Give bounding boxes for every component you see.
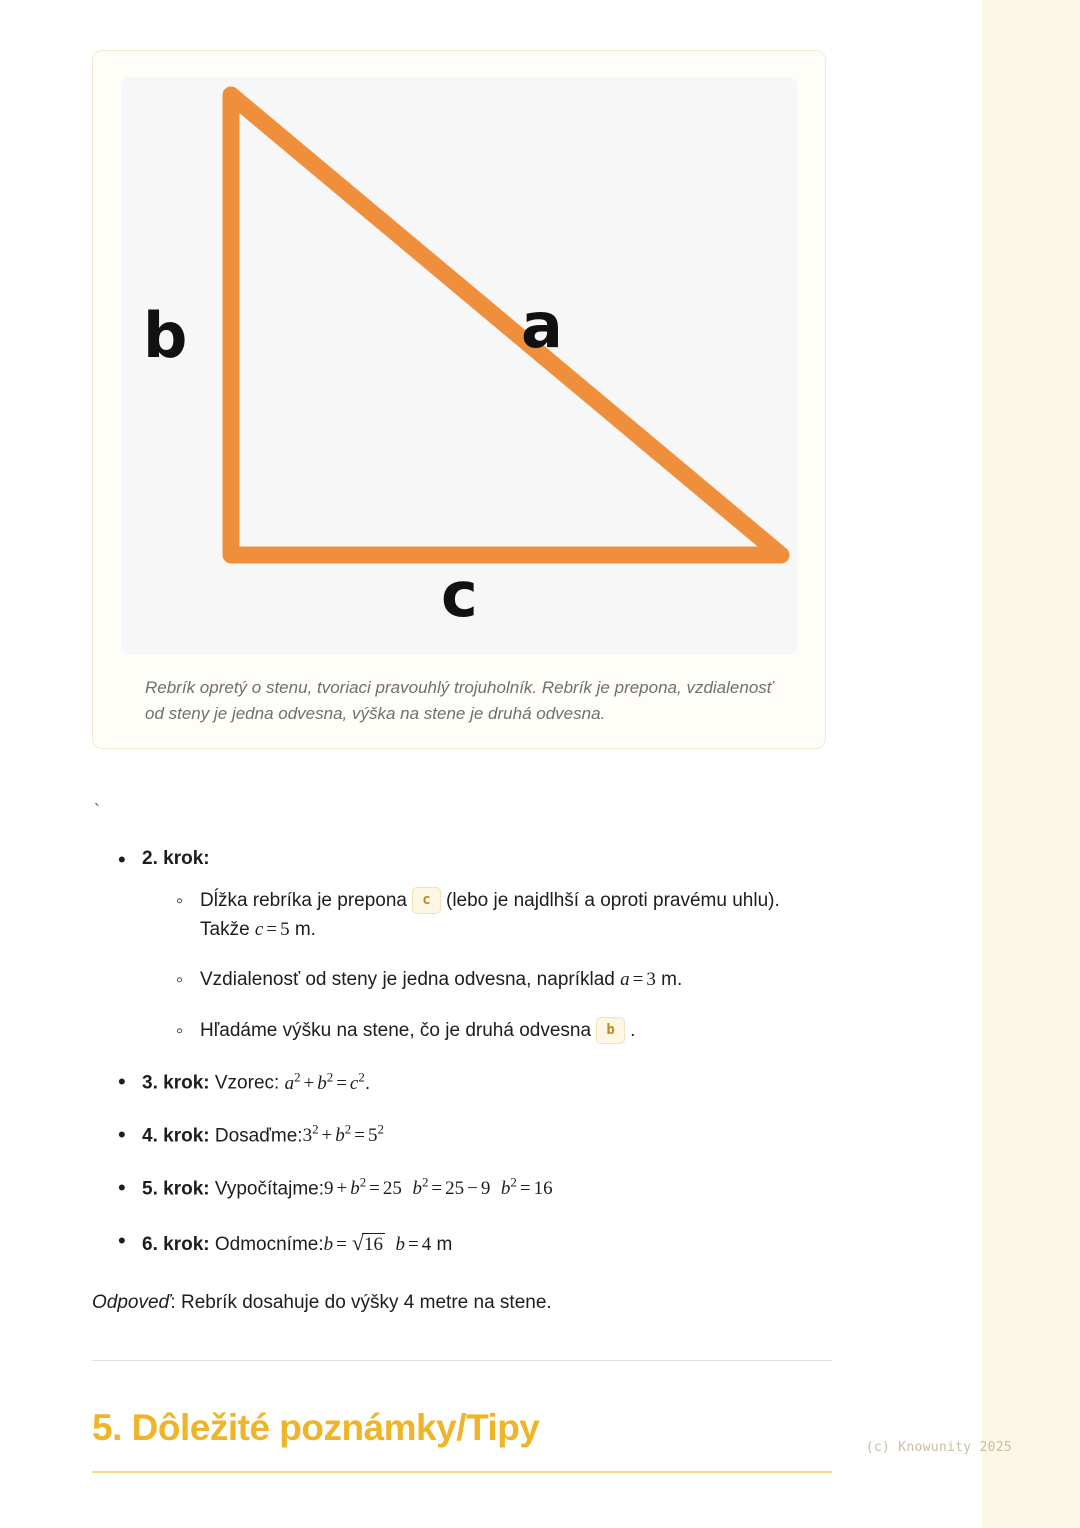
figure-card	[92, 50, 826, 749]
page-edge-band	[972, 0, 1080, 1528]
page-edge-gap	[972, 0, 982, 1528]
step-label: 5. krok:	[142, 1178, 210, 1200]
step-text: Odmocníme:	[214, 1233, 324, 1255]
list-item	[176, 887, 832, 944]
substep-text: Hľadáme výšku na stene, čo je druhá odvesna	[200, 1019, 592, 1041]
step-text: Vypočítajme:	[214, 1178, 324, 1200]
watermark: (c) Knowunity 2025	[865, 1440, 1012, 1455]
list-item	[118, 1226, 832, 1260]
step-formula: b = √16 b = 4 m	[323, 1229, 453, 1255]
list-item	[118, 1067, 832, 1098]
step-formula: $a^2 + b^2 = c^2$.	[284, 1069, 371, 1094]
substep-math: a = 3 m.	[620, 969, 683, 991]
step-formula: $3^2 + b^2 = 5^2$	[302, 1122, 384, 1147]
answer-line	[92, 1289, 832, 1318]
inline-code-b: b	[596, 1017, 624, 1044]
step-label: 4. krok:	[142, 1125, 210, 1147]
right-triangle-diagram	[121, 77, 797, 655]
answer-label: Odpoveď	[92, 1292, 171, 1314]
list-item	[118, 1173, 832, 1204]
label-a: a	[521, 289, 563, 362]
list-item	[176, 966, 832, 995]
step-label: 6. krok:	[142, 1233, 210, 1255]
step-formula: $9 + b^2 = 25$ $b^2 = 25 - 9$ $b^2 = 16$	[324, 1174, 553, 1200]
inline-code-c: c	[412, 887, 440, 914]
list-item	[118, 845, 832, 1046]
substep-math: c = 5 m.	[254, 918, 316, 940]
title-underline	[92, 1471, 832, 1473]
answer-text: : Rebrík dosahuje do výšky 4 metre na stene.	[170, 1292, 552, 1314]
figure-caption: Rebrík opretý o stenu, tvoriaci pravouhlý trojuholník. Rebrík je prepona, vzdialenosť od steny je jedna odvesna, výška na stene je druhá odvesna.	[145, 678, 773, 724]
label-c: c	[441, 558, 478, 631]
step-text: Dosaďme:	[214, 1125, 303, 1147]
document-content	[92, 0, 832, 1473]
substep-text: Dĺžka rebríka je prepona	[200, 890, 407, 912]
substep-text-after: .	[630, 1019, 636, 1041]
step-label: 2. krok:	[142, 847, 210, 869]
substep-text-after: (lebo je najdlhší a oproti pravému uhlu). Takže	[200, 890, 780, 940]
list-item	[176, 1017, 832, 1046]
label-b: b	[143, 299, 188, 372]
list-item	[118, 1120, 832, 1151]
steps-list	[92, 845, 832, 1259]
step-text: Vzorec:	[214, 1072, 280, 1094]
substep-text: Vzdialenosť od steny je jedna odvesna, napríklad	[200, 969, 615, 991]
substeps-list	[142, 887, 832, 1045]
section-divider	[92, 1360, 832, 1361]
step-label: 3. krok:	[142, 1072, 210, 1094]
page-title: 5. Dôležité poznámky/Tipy	[92, 1406, 540, 1448]
stray-backtick: `	[94, 800, 100, 821]
